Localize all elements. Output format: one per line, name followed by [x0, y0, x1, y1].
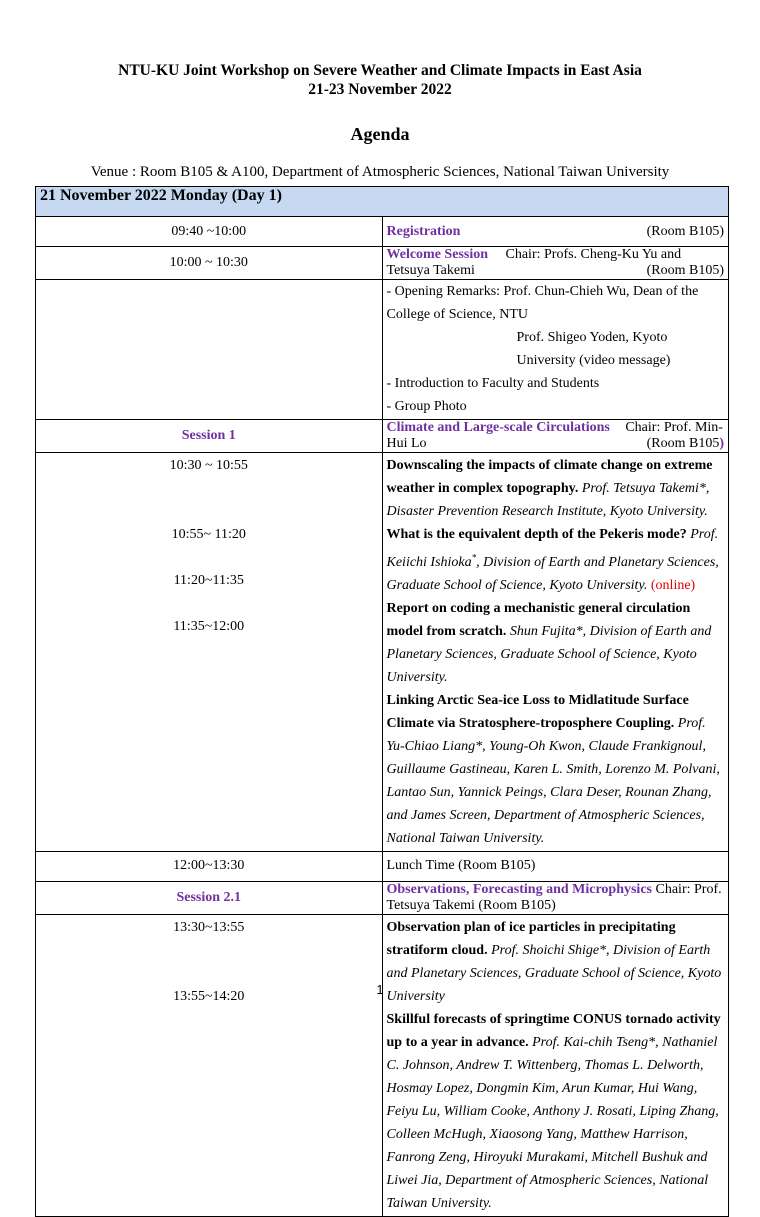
time-cell: 12:00~13:30 [36, 851, 383, 881]
session-header-cell [382, 420, 729, 453]
session21-times [36, 914, 383, 1216]
session-header-cell [382, 881, 729, 914]
talk-title: Report on coding a mechanistic general circulation model from scratch. [386, 600, 691, 639]
talk-time: 10:55~ 11:20 [171, 527, 246, 542]
lunch-row [36, 851, 729, 881]
session-title: Climate and Large-scale Circulations [386, 420, 610, 435]
talk-authors: Prof. Yu-Chiao Liang*, Young-Oh Kwon, Claude Frankignoul, Guillaume Gastineau, Karen L. Smith, Lorenzo M. Polvani, Lantao Sun, Yannick Peings, Clara Deser, Rounan Zhang, and James Screen, Department of Atmospheric Sciences, National Taiwan University. [386, 715, 720, 846]
welcome-items-cell [382, 280, 729, 420]
session-chair: Chair: Prof. Min-Hui Lo [386, 420, 723, 451]
online-note: (online) [650, 577, 696, 593]
talk-time: 10:30 ~ 10:55 [169, 458, 248, 473]
welcome-chair: Chair: Profs. Cheng-Ku Yu and Tetsuya Takemi [386, 247, 682, 278]
day-header-row [36, 187, 729, 217]
talk-entry [387, 689, 725, 850]
talk-time: 13:55~14:20 [173, 988, 245, 1004]
session-chair: Chair: Prof. Tetsuya Takemi (Room B105) [386, 881, 722, 913]
talk-time: 13:30~13:55 [173, 919, 245, 935]
session21-talks-row [36, 914, 729, 1216]
talk-title: Downscaling the impacts of climate change on extreme weather in complex topography. [386, 458, 713, 496]
talk-title: Linking Arctic Sea-ice Loss to Midlatitude Surface Climate via Stratosphere-troposphere Coupling. [386, 692, 689, 731]
session1-talks-row [36, 453, 729, 852]
agenda-table [35, 186, 729, 1217]
session-label: Session 2.1 [36, 881, 383, 914]
talk-entry [387, 1008, 725, 1215]
talk-authors: Prof. Kai-chih Tseng*, Nathaniel C. Johnson, Andrew T. Wittenberg, Thomas L. Delworth, Hosmay Lopez, Dongmin Kim, Arun Kumar, Hui Wang, Feiyu Lu, William Cooke, Anthony J. Rosati, Liping Zhang, Colleen McHugh, Xiaosong Yang, Matthew Harrison, Fanrong Zeng, Hiroyuki Murakami, Mitchell Bushuk and Liwei Jia, Department of Atmospheric Sciences, National Taiwan University. [386, 1034, 719, 1211]
talk-entry [387, 597, 725, 689]
talk-authors: Shun Fujita*, Division of Earth and Planetary Sciences, Graduate School of Science, Kyoto University. [386, 623, 712, 685]
session21-header-row [36, 881, 729, 914]
welcome-cell [382, 247, 729, 280]
list-item: - Introduction to Faculty and Students [386, 376, 600, 391]
day-header: 21 November 2022 Monday (Day 1) [36, 187, 729, 217]
room-label: (Room B105) [646, 436, 724, 451]
workshop-title: NTU-KU Joint Workshop on Severe Weather and Climate Impacts in East Asia [118, 62, 642, 79]
talk-title: What is the equivalent depth of the Pekeris mode? [386, 527, 687, 542]
list-item: - Opening Remarks: Prof. Chun-Chieh Wu, Dean of the College of Science, NTU [386, 284, 699, 322]
list-item: - Group Photo [386, 399, 467, 414]
welcome-items-row [36, 280, 729, 420]
workshop-dates: 21-23 November 2022 [308, 81, 452, 98]
session1-header-row [36, 420, 729, 453]
welcome-row [36, 247, 729, 280]
time-cell: 09:40 ~10:00 [36, 217, 383, 247]
time-cell: 10:00 ~ 10:30 [36, 247, 383, 280]
room-label: (Room B105) [646, 263, 724, 278]
registration-row [36, 217, 729, 247]
talk-time: 11:35~12:00 [173, 619, 245, 634]
lunch-text: Lunch Time (Room B105) [382, 851, 729, 881]
session21-talks [382, 914, 729, 1216]
talk-authors: Prof. Keiichi Ishioka*, Division of Earth and Planetary Sciences, Graduate School of Science, Kyoto University. [386, 527, 719, 593]
talk-authors: Prof. Tetsuya Takemi*, Disaster Prevention Research Institute, Kyoto University. [386, 481, 710, 519]
session1-times [36, 453, 383, 852]
room-label: (Room B105) [646, 223, 724, 239]
talk-entry [387, 454, 725, 523]
venue-line: Venue : Room B105 & A100, Department of Atmospheric Sciences, National Taiwan University [90, 164, 670, 180]
empty-time-cell [36, 280, 383, 420]
talk-authors: Prof. Shoichi Shige*, Division of Earth and Planetary Sciences, Graduate School of Science, Kyoto University [386, 942, 722, 1004]
session1-talks [382, 453, 729, 852]
talk-title: Skillful forecasts of springtime CONUS tornado activity up to a year in advance. [386, 1011, 721, 1050]
page-number: 1 [376, 982, 384, 997]
session-title: Observations, Forecasting and Microphysics [386, 881, 652, 897]
session-label: Session 1 [36, 420, 383, 453]
talk-title: Observation plan of ice particles in precipitating stratiform cloud. [386, 919, 676, 958]
registration-cell [382, 217, 729, 247]
talk-entry [387, 523, 725, 597]
talk-time: 11:20~11:35 [173, 573, 244, 588]
welcome-title: Welcome Session [386, 247, 488, 262]
agenda-heading: Agenda [350, 124, 410, 144]
list-item: Prof. Shigeo Yoden, Kyoto University (video message) [516, 330, 671, 368]
registration-title: Registration [386, 223, 461, 239]
